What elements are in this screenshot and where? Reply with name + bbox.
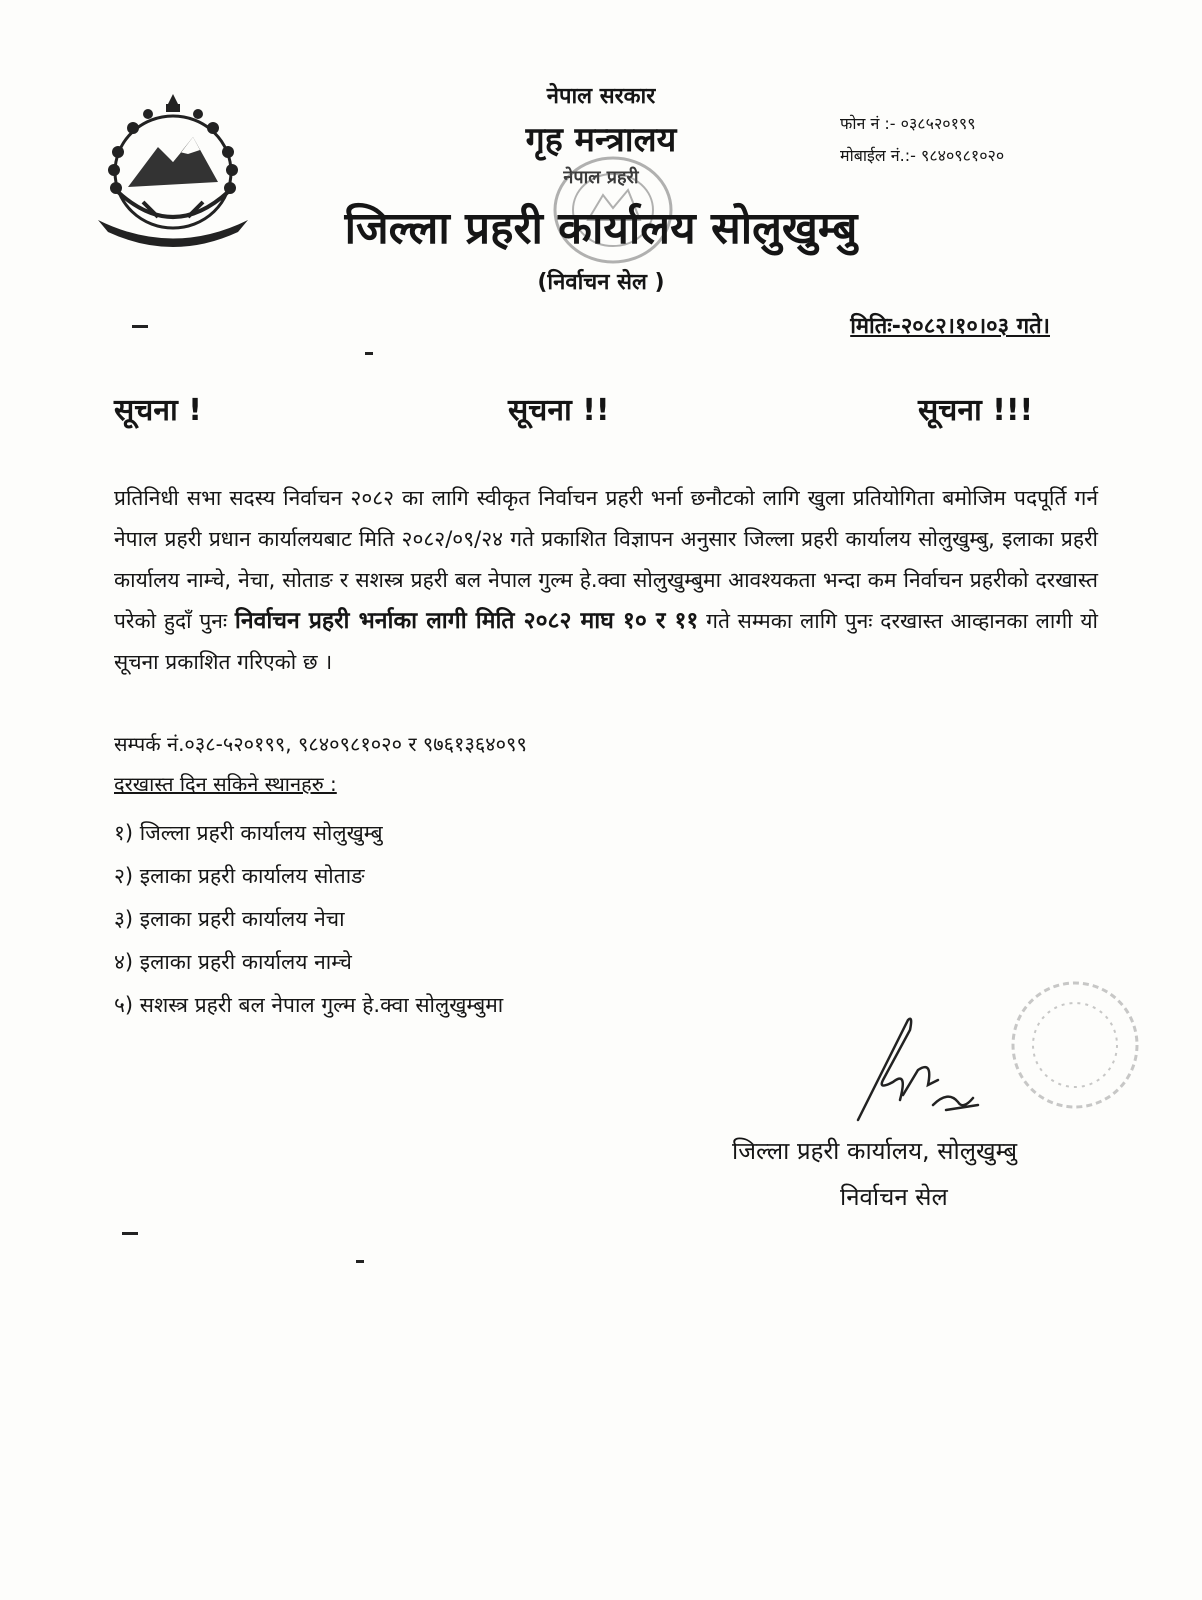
stamp-icon [1000, 970, 1150, 1120]
application-places-list [114, 812, 503, 1027]
body-emphasis: निर्वाचन प्रहरी भर्नाका लागी मिति २०८२ माघ १० र ११ [234, 608, 699, 634]
body-part-1: प्रतिनिधी सभा सदस्य निर्वाचन २०८२ का लागि स्वीकृत निर्वाचन प्रहरी भर्ना छनौटको लागि खुला प्रतियोगिता बमोजिम पदपूर्ति गर्न नेपाल प्रहरी प्रधान कार्यालयबाट मिति २०८२/०९/२४ गते प्रकाशित विज्ञापन अनुसार जिल्ला प्रहरी कार्यालय सोलुखुम्बु, इलाका प्रहरी कार्यालय नाम्चे, नेचा, सोताङ र सशस्त्र प्रहरी बल नेपाल गुल्म हे.क्वा सोलुखुम्बुमा आवश्यकता भन्दा कम निर्वाचन प्रहरीको दरखास्त परेको हुदाँ पुनः [114, 486, 1098, 633]
list-item: ५) सशस्त्र प्रहरी बल नेपाल गुल्म हे.क्वा सोलुखुम्बुमा [114, 993, 504, 1017]
police-name: नेपाल प्रहरी [563, 167, 639, 188]
list-item: २) इलाका प्रहरी कार्यालय सोताङ [114, 864, 365, 888]
notice-heading-3: सूचना !!! [918, 393, 1034, 428]
document-date: मितिः-२०८२।१०।०३ गते। [850, 314, 1050, 339]
body-part-2: गते सम्मका लागि पुनः दरखास्त आव्हानका लागी यो सूचना प्रकाशित गरिएको छ । [114, 609, 1098, 674]
government-name: नेपाल सरकार [546, 84, 656, 109]
ministry-name: गृह मन्त्रालय [525, 120, 677, 160]
signature-icon [838, 1010, 988, 1140]
mobile-number: मोबाईल नं.:- ९८४०९८१०२० [840, 146, 1005, 165]
scan-mark [122, 1232, 138, 1235]
phone-number: फोन नं :- ०३८५२०१९९ [840, 114, 976, 133]
cell-name: (निर्वाचन सेल ) [537, 270, 665, 295]
list-item: १) जिल्ला प्रहरी कार्यालय सोलुखुम्बु [114, 821, 383, 845]
scan-mark [365, 352, 373, 355]
office-title: जिल्ला प्रहरी कार्यालय सोलुखुम्बु [344, 203, 858, 254]
list-item: ३) इलाका प्रहरी कार्यालय नेचा [114, 907, 345, 931]
notice-heading-2: सूचना !! [508, 393, 610, 428]
scan-mark [132, 325, 148, 328]
notice-body [114, 478, 1098, 683]
signatory-cell: निर्वाचन सेल [840, 1183, 948, 1211]
signatory-office: जिल्ला प्रहरी कार्यालय, सोलुखुम्बु [732, 1137, 1018, 1165]
application-places-heading: दरखास्त दिन सकिने स्थानहरु : [114, 772, 337, 796]
notice-heading-1: सूचना ! [114, 393, 202, 428]
contact-block [840, 108, 1004, 172]
scan-mark [356, 1260, 364, 1263]
list-item: ४) इलाका प्रहरी कार्यालय नाम्चे [114, 950, 352, 974]
contact-numbers: सम्पर्क नं.०३८-५२०१९९, ९८४०९८१०२० र ९७६१३६४०९९ [114, 732, 527, 756]
